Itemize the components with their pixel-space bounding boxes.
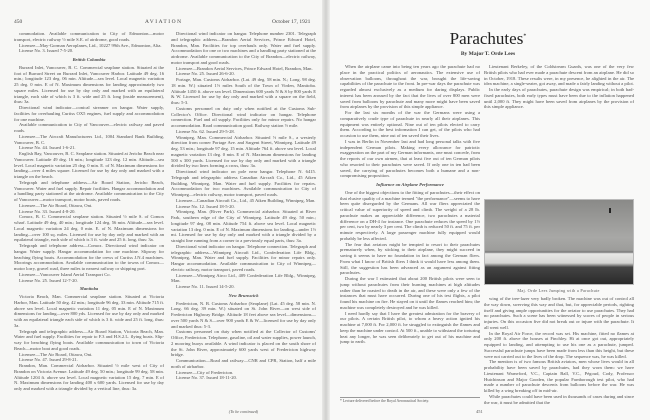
right-column-2-top [484, 64, 634, 194]
paragraph: License No. 47. Issued 29-8-21. [19, 357, 78, 363]
paragraph: Customs personnel on duty when notified at the Collector of Customs' Office, Fredericton. Telephone, gasoline, oil and water supplies, power launch, 2 mooring buoys available. A wind indicator is placed on the south shore of the St. John River, approximately 600 yards west of Fredericton highway bridge. [171, 329, 316, 358]
section-heading: Manitoba [79, 286, 99, 292]
paragraph: Winnipeg, Man. (River Park). Commercial airharbor. Situated at River Park, southern edge of the City of Winnipeg. Latitude 49 deg. 50 min.; longitude 97 deg. 08 min. Altitude 754 ft. above sea level. Local magnetic variation 13 deg. 0 min. E of N. Maximum dimensions for landing—under 1½ mi. Licensed for use by day only and marked with a triangle divided by a straight line running from a corner to a previously equal parts, thus: 3a. [171, 209, 316, 243]
paragraph: License No. 11. Issued 14-5-20. [176, 284, 235, 289]
parachutist-figure [609, 208, 611, 213]
paragraph: Lieutenant Berkeley, of the Coldstream Guards, was one of the very few British pilots who had ever made a parachute descent from an airplane. He did so in October, 1918. These results were, in my presence, he alighted in the air. The idea machine, a single-seater, got away, and made a fairly landing without a pilot. [484, 64, 634, 87]
right-column-2-bottom [484, 296, 634, 410]
paragraph: Telegraph and telegraphic address—Air Board Station, Victoria Beach, Man. Water and fuel supply. Facilities for repair to F.3 and H.S.2.L. flying boats. Slip-way for beaching flying boats. Available communication to town of Victoria Beach—motor boat and good roads. [14, 328, 164, 351]
paragraph: Telegraph and telephone address—Comox. Directional wind indicator on hangar. Water supply. Hangar accommodation for one machine. Slipway for beaching flying boats. Accommodation for the crews of Curtiss J.N.4 machines. Moorings accommodation. Available communication to the towns of Comox—motor lorry, gravel road, three miles to nearest railway or shipping port. [14, 243, 164, 271]
paragraph: Licensee—City of Fredericton. [176, 369, 234, 375]
paragraph: Licensee—Vancouver Island Aerial Transport Co. [19, 271, 111, 277]
page-number: 451 [476, 409, 483, 414]
section-heading: British Columbia [72, 57, 106, 62]
page-number: 450 [14, 19, 23, 25]
paragraph: Licensee—Winnipeg Airco Ltd., 409 Confederation Life Bldg., Winnipeg, Man. [171, 272, 316, 284]
paragraph: Comox, B. C. Commercial seaplane station. Situated ½ mile S. of Comox wharf. Latitude 49 deg. 40 min.; longitude 124 deg. 56 min. Altitude—sea level. Local magnetic variation 24 deg. 0 min. E. of N. Maximum dimensions for landing—over 100 sq. miles. Licensed for use by day only and marked with an equilateral triangle, each side of which is 3 ft. wide and 25 ft. long, thus: 3a. [14, 214, 164, 243]
article-title [326, 29, 650, 49]
left-column-2 [171, 31, 316, 409]
right-column-1 [340, 64, 480, 394]
running-head: AVIATION [145, 19, 183, 25]
title-text: Parachutes [449, 29, 524, 48]
paragraph: Licensee—May-Gorman Aeroplanes, Ltd., 10227 99th Ave., Edmonton, Alta. [19, 42, 162, 48]
right-page [326, 0, 650, 420]
issue-date: October 17, 1921 [272, 19, 311, 25]
paragraph: In the early days of parachutes, parachute design was empirical; in both bad-fixed parachutes, both early types must have been due to the inflation happened until 2,000 ft. They might have been saved from airplanes by the provision of this simple appliance. [484, 87, 634, 110]
footnote-mark: * [523, 33, 527, 40]
paragraph: License No. 12. Issued 18-5-20. [176, 203, 235, 209]
paragraph: In the Royal Air Force, the record was set. His machine, fitted no flames at only 200 ft. above the houses at Finchley. Hi at once got out, appropriately equipped to landing, and attempting to use his one as a parachute, jumped. Successful parachute jumps have been made from less than this height, but these were not carried out to the lives of the drop. The sequence was, he was killed. [484, 330, 634, 359]
paragraph: Brandon, Man. Commercial Airharbor. Situated ½ mile west of City of Brandon on Victoria Avenue. Latitude 49 deg. 50 min.; longitude 99 deg. 58 min. Altitude 1204 ft. above sea level. Local magnetic variation 15 deg. 7 min. E of N. Maximum dimensions for landing 400 x 600 yards. Licensed for use by day only and marked with a triangle divided by a vertical line, thus: 3a. [14, 363, 164, 391]
paragraph: I was in Berlin in November last and had long personal talks with five independent German pilots. Making every allowance for patriotic exaggeration on the part of my German informants, one must concede, from the reports of our own airmen, that at least five out of ten German pilots who resorted to their parachutes were saved. If only one in ten had been saved, the carrying of parachutes becomes both a humane and a non-compromising proposition. [340, 138, 480, 179]
paragraph: English Bay, Vancouver, B. C. Seaplane station. Situated at Jericho Beach near Vancouver. Latitude 49 deg. 16 min.; longitude 123 deg. 12 min. Altitude—sea level. Local magnetic variation 25 deg. 0 min. E. of N. Maximum dimensions for landing—over 4 miles square. Licensed for use by day only and marked with a triangle on the beach. [14, 151, 164, 179]
paragraph: License No. 44. Issued 1-6-21. [19, 145, 76, 151]
paragraph: License No. 25. Issued 12-7-20. [19, 277, 78, 283]
paragraph: License No. 33. Issued 4-8-20. [19, 208, 76, 214]
paragraph: License No. 62. Issued 29-5-28. [176, 128, 235, 134]
paragraph: Directional wind indicator on pole near hangar. Telephone N. 6415. Telegraph and telegraphic address Canadian Aircraft Co., Ltd., 45 Aiken Building, Winnipeg, Man. Water and fuel supply. Facilities for repairs. Accommodation for two machines. Available communication to City of Winnipeg—electric railway, motor transport, paved roads. [171, 169, 316, 197]
paragraph: Communication—Road and railway—CNR and CPR, Station, half a mile north of airharbor. [171, 358, 316, 369]
article-byline: By Major T. Orde Lees [460, 51, 516, 57]
footnote: * Lecture delivered before the Royal Aeronautical Society. [340, 397, 480, 403]
paragraph: License No. 3. Issued 7-5-20. [19, 48, 74, 54]
left-column-1 [14, 31, 164, 411]
paragraph: Directional wind indicator on hangar. Telephone number 2301. Telegraph and telegraphic address—Brandon Aerial Services, Prince Edward Hotel, Brandon, Man. Facilities for top overhauls only. Water and fuel supply. Accommodation for one or two machines and a handling party stationed at the airdrome. Available communication to the City of Brandon—electric railway, motor transport and good roads. [171, 31, 316, 65]
paragraph: commodation. Available communication to City of Edmonton—motor transport, electric railway ½ mile S.E. of airdrome, good roads. [14, 31, 164, 42]
paragraph: The mention is of two famous British aviators, men whose lives would in all probability have been saved by parachutes, had they worn them: we have Lieutenant Warneford, V.C., Captain Ball, V.C., Pégoud, Cody, Professor Hutchinson and Major Gooden, the popular Farnborough test pilot, who had made a number of parachute descents from balloons before the war. He was killed by a wing breaking off in mid-air. [484, 359, 634, 393]
paragraph: Licensee—Brandon Aerial Services, Prince Edward Hotel, Brandon, Man. [176, 65, 313, 71]
paragraph: License No. 37. Issued 18-11-20. [176, 375, 237, 381]
parachute-jump-photo [484, 199, 634, 285]
paragraph: Directional wind indicator on hangar. Telephone connection. Telegraph and telegraphic address—Winnipeg Aircraft Ltd., Confederation Life Bldg., Winnipeg, Man. Water and fuel supply. Facilities for minor repairs only. Hangar accommodation. Available communication to City of Winnipeg—electric railway, motor transport, paved roads. [171, 243, 316, 272]
paragraph: Licensee—The Air Board, Ottawa, Ont. [19, 351, 93, 357]
paragraph: While parachutes could have been used in thousands of cases during and since the war, it must be admitted that the [484, 393, 634, 405]
paragraph: One of the biggest objections to the fitting of parachutes—their effect on that elusive quality of a machine termed "the performance"—seems to have been quite disregarded by the Germans. All war fliers appreciated the critical value of superiority of speed and climb. The weight of a 28 lb. parachute makes an appreciable difference, two parachutes a material difference on a DH-4 for instance. One parachute reduces the speed by 1½ per cent, two by nearly 3 per cent. The climb is reduced 50 ft. and 75 ft. per minute respectively. A large passenger machine fully equipped would probably be less affected. [340, 189, 480, 241]
paragraph: Customs personnel on duty only when notified at the Customs Sub-Collector's Office. Directional wind indicator on hangar. Telephone connection. Fuel and oil supply. Facilities only for minor repairs. No hangar accommodation. Road communication good. Railway station ½ mile. [171, 105, 316, 128]
section-heading: New Brunswick [228, 292, 259, 298]
paragraph: Winnipeg, Man. Commercial Airharbor. Situated ½ mile S., a westerly direction from corner Portage Ave. and Sargent Street, Winnipeg. Latitude 49 deg. 53 min.; longitude 97 deg. 15 min. Altitude 764 ft. above sea level. Local magnetic variation 13 deg. 0 min. E of N. Maximum dimensions for landing 500 x 300 yards. Licensed for use by day only and marked with a triangle divided by two lines forming a cross, thus: 3a. [171, 134, 316, 169]
paragraph: Licensee—Canadian Aircraft Co., Ltd., 45 Aiken Building, Winnipeg, Man. [176, 197, 316, 203]
photo-caption: Maj. Orde Lees Jumping with a Parachute [517, 288, 600, 293]
paragraph: Licensee—The Aircraft Manufacturers Ltd., 1004 Standard Bank Building, Vancouver, B. C. [14, 133, 164, 145]
paragraph: License No. 25. Issued 26-6-20. [176, 71, 235, 77]
to-be-continued: (To be continued) [228, 409, 259, 414]
paragraph: Directional wind indicator—conical streamer on hangar. Water supply, facilities for overhauling Curtiss OX5 engines, fuel supply and accommodation for one machine. [14, 105, 164, 122]
paragraph: When the airplane came into being ten years ago the parachute had no place in the practical politics of aeronautics. The extensive use of observation balloons, throughout the war, brought the life-saving capabilities of the parachute to the front. In pre-war days the parachute was regarded almost exclusively as a medium for daring displays. Public interest has been aroused by the fact that the lives of over 800 men were saved from balloons by parachute and many more might have been saved from airplanes by the provision of this simple appliance. [340, 64, 480, 110]
paragraph: Telegraph and telephone address—Air Board Station, Jericho Beach, Vancouver. Water and fuel supply. Repair facilities. Hangar accommodation and a handling party stationed at the airdrome. Available communication to the City of Vancouver—motor transport, motor boats, paved roads. [14, 179, 164, 202]
paragraph: Portage, Man. Customs Airharbor. (Lat. 49 deg. 58 min. N.; Long. 98 deg. 18 min. W.) situated 1½ miles South of the Town of Virden, Manitoba. Altitude 1450 ft. above sea level. Dimensions 600 yards N & S by 800 yards E & W. Licensed for use by day only and marked with a square on the field, thus: 5-3. [171, 77, 316, 105]
section-heading: Influence on Airplane Performance [376, 182, 444, 187]
paragraph: I need hardly say that I have the greatest admiration for the bravery of our pilots. A certain British pilot, to whom a heavy action ignited his machine at 7,000 ft. For 2,000 ft. he struggled to extinguish the flames and keep the machine under control. At 500 ft., unable to withstand the torturing heat any longer, he was seen deliberately to get out of his machine and jump to earth. [340, 310, 480, 345]
paragraph: For the last six months of the war the Germans were using a comparatively crude type of parachute in nearly all their airplanes. This equipment was entirely optional. Nine out of ten pilots elected to carry them. According to the best information I can get, of the pilots who had occasion to use them, nine out of ten saved their lives. [340, 110, 480, 138]
paragraph: Available communication to City of Vancouver—electric railway and paved roads. [14, 122, 164, 133]
paragraph: Fredericton, N. B. Customs Airharbor (Seaplane) (Lat. 45 deg. 58 min. N. Long. 66 deg. 39 min. W.) situated on St. John River—on west side of Fredericton Highway Bridge. Altitude 18 feet above sea level—dimensions—over 500 yards N & S—over 900 yards E & W—licensed for use by day only and marked thus: 5-3. [171, 300, 316, 329]
paragraph: wing of the tree-lazer very badly broken. The machine was out of control all the way down, swerving this way and that, but, for appreciable periods, righting itself and giving ample opportunities for the aviator to use parachutes. They had no parachutes. Such a scene has been witnessed by scores of people in serious injuries. On this occasion five did not break out or injure with the parachute. It all went well. [484, 296, 634, 330]
paragraph: Burrard Inlet, Vancouver, B. C. Commercial seaplane station. Situated at the foot of Burrard Street on Burrard Inlet, Vancouver Harbor. Latitude 49 deg. 16 min.; longitude 123 deg. 06 min. Altitude—sea level. Local magnetic variation 25 deg. 0 min. E of N. Maximum dimensions for landing approximately two square miles. Licensed for use by day only and marked with an equilateral triangle, each side of which is 3 ft. wide and 25 ft. long (inside measurement), thus: 3a. [14, 64, 164, 105]
paragraph: During the war I estimated that about 200 British pilots were seen to jump without parachutes from their burning machines at high altitudes rather than be roasted to death in the air, and these were only a few of the instances that must have occurred. During one of his test flights, a pilot found his machine on fire. He stayed on it until the flames reached him; the machine was completely destroyed and he was killed. [340, 276, 480, 310]
paragraph: Victoria Beach, Man. Commercial seaplane station. Situated at Victoria Harbor, Man. Latitude 50 deg. 42 min.; longitude 96 deg. 33 min. Altitude 715 ft. above sea level. Local magnetic variation 11 deg. 05 min. E of N. Maximum dimensions for landing—over 800 yds. Licensed for use by day only and marked with an equilateral triangle each side of which is 3 ft. wide and 25 ft. long, thus: 3a. [14, 294, 164, 328]
page-gutter [322, 0, 330, 420]
paragraph: Licensee—The Air Board, Ottawa, Ont. [19, 202, 93, 208]
paragraph: The fear that aviators might be tempted to resort to their parachutes prematurely when, by sticking to their airplane, they might succeed in saving it seems to have no foundation in fact among the German fliers. From what I know of British fliers I think it would have less among them. Still, the suggestion has been advanced as an argument against fitting parachutes. [340, 241, 480, 276]
